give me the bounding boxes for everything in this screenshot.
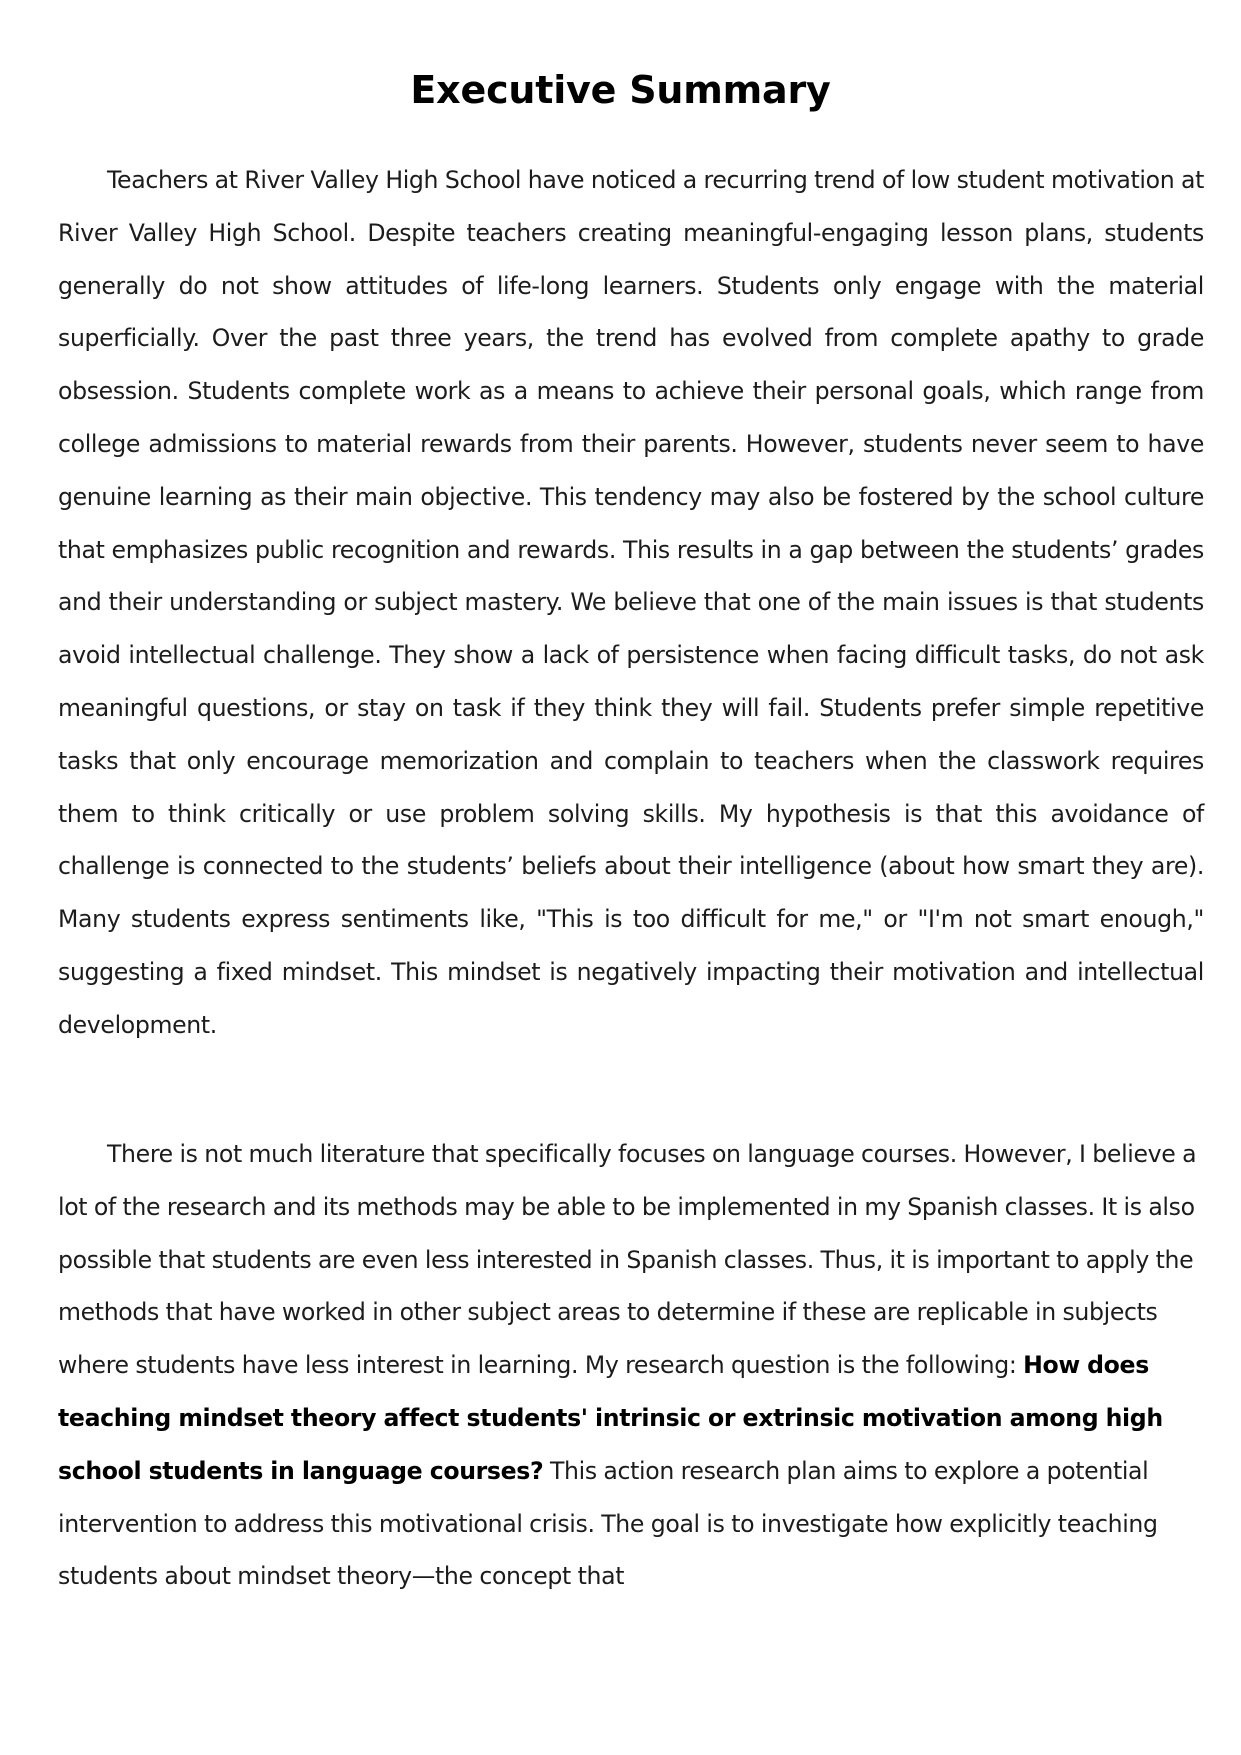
page-title: Executive Summary xyxy=(410,68,831,112)
research-question-text: How does teaching mindset theory affect students' intrinsic or extrinsic motivation among high school students in language courses? xyxy=(58,1351,1163,1485)
paragraph-intro-text: There is not much literature that specifically focuses on language courses. However, I believe a lot of the research and its methods may be able to be implemented in my Spanish classes. It is also possible that students are even less interested in Spanish classes. Thus, it is important to apply the methods that have worked in other subject areas to determine if these are replicable in subjects where students have less interest in learning. My research question is the following: xyxy=(58,1140,1197,1380)
paragraph-research-question xyxy=(58,1128,1204,1603)
paragraph-outro-text: This action research plan aims to explore a potential intervention to address this motivational crisis. The goal is to investigate how explicitly teaching students about mindset theory—the concept that xyxy=(58,1456,1158,1591)
paragraph-problem-statement: Teachers at River Valley High School have noticed a recurring trend of low student motivation at River Valley High School. Despite teachers creating meaningful-engaging lesson plans, students generally do not show attitudes of life-long learners. Students only engage with the material superficially. Over the past three years, the trend has evolved from complete apathy to grade obsession. Students complete work as a means to achieve their personal goals, which range from college admissions to material rewards from their parents. However, students never seem to have genuine learning as their main objective. This tendency may also be fostered by the school culture that emphasizes public recognition and rewards. This results in a gap between the students’ grades and their understanding or subject mastery. We believe that one of the main issues is that students avoid intellectual challenge. They show a lack of persistence when facing difficult tasks, do not ask meaningful questions, or stay on task if they think they will fail. Students prefer simple repetitive tasks that only encourage memorization and complain to teachers when the classwork requires them to think critically or use problem solving skills. My hypothesis is that this avoidance of challenge is connected to the students’ beliefs about their intelligence (about how smart they are). Many students express sentiments like, "This is too difficult for me," or "I'm not smart enough," suggesting a fixed mindset. This mindset is negatively impacting their motivation and intellectual development. xyxy=(58,166,1204,1039)
